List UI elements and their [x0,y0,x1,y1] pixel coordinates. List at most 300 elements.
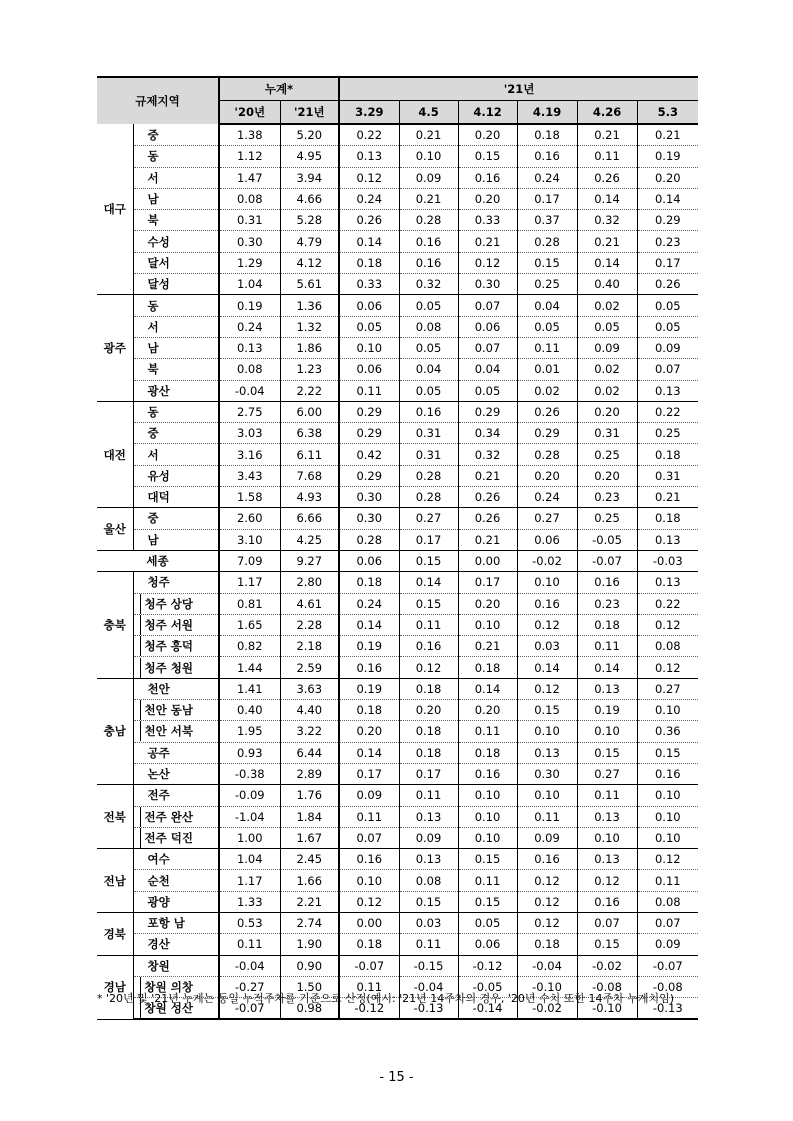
value-cell: 0.22 [637,593,698,614]
value-cell: 0.15 [399,550,458,571]
value-cell: 0.15 [517,700,577,721]
value-cell: 0.19 [637,146,698,167]
table-row [97,593,698,614]
district-label [133,700,219,721]
value-cell: 0.16 [399,401,458,422]
value-cell: 0.26 [339,210,399,231]
value-cell: 0.19 [339,636,399,657]
value-cell: 0.10 [458,806,517,827]
district-label: 광산 [133,380,219,401]
value-cell: -0.07 [339,955,399,976]
value-cell: 0.19 [219,295,280,316]
district-label: 전주 [133,785,219,806]
value-cell: 9.27 [280,550,339,571]
value-cell: -0.14 [458,998,517,1020]
value-cell: 0.05 [399,337,458,358]
district-name: 청주 흥덕 [140,636,193,656]
value-cell: 2.74 [280,912,339,933]
value-cell: 0.28 [339,529,399,550]
region-label: 전북 [97,785,133,849]
value-cell: 4.40 [280,700,339,721]
value-cell: 0.31 [637,465,698,486]
value-cell: -0.10 [577,998,637,1020]
value-cell: 0.26 [577,167,637,188]
value-cell: 0.20 [517,465,577,486]
value-cell: 0.05 [339,316,399,337]
value-cell: 0.24 [339,188,399,209]
table-row [97,487,698,508]
value-cell: 0.11 [458,721,517,742]
value-cell: 0.10 [637,806,698,827]
district-name: 창원 성산 [140,998,193,1018]
value-cell: 4.66 [280,188,339,209]
value-cell: -0.08 [637,976,698,997]
value-cell: 0.18 [577,614,637,635]
value-cell: 0.29 [458,401,517,422]
district-label: 창원 [133,955,219,976]
table-row [97,955,698,976]
value-cell: 0.42 [339,444,399,465]
value-cell: 0.13 [219,337,280,358]
table-row [97,188,698,209]
district-label: 남 [133,529,219,550]
value-cell: 0.12 [458,252,517,273]
value-cell: 0.16 [399,252,458,273]
value-cell: -0.12 [339,998,399,1020]
region-label: 대전 [97,401,133,507]
table-row [97,231,698,252]
value-cell: -0.38 [219,763,280,784]
value-cell: -0.04 [219,955,280,976]
value-cell: -0.04 [517,955,577,976]
value-cell: 1.84 [280,806,339,827]
value-cell: -0.05 [458,976,517,997]
value-cell: 0.15 [399,593,458,614]
value-cell: 0.06 [458,316,517,337]
value-cell: 0.31 [399,444,458,465]
value-cell: 0.07 [458,295,517,316]
value-cell: 0.12 [577,870,637,891]
value-cell: 0.12 [339,167,399,188]
value-cell: 0.11 [399,785,458,806]
value-cell: 0.17 [517,188,577,209]
value-cell: 0.36 [637,721,698,742]
value-cell: 0.40 [219,700,280,721]
value-cell: 0.05 [399,295,458,316]
value-cell: 0.10 [517,721,577,742]
table-row [97,678,698,699]
district-label: 북 [133,210,219,231]
table-row [97,827,698,848]
district-label [133,721,219,742]
value-cell: 0.29 [339,401,399,422]
value-cell: -0.07 [577,550,637,571]
value-cell: 3.43 [219,465,280,486]
table-row [97,167,698,188]
value-cell: 0.21 [577,231,637,252]
district-label: 동 [133,401,219,422]
value-cell: 0.22 [339,124,399,146]
value-cell: 1.36 [280,295,339,316]
value-cell: -0.02 [517,998,577,1020]
value-cell: 0.18 [637,444,698,465]
table-row [97,763,698,784]
value-cell: 0.05 [637,295,698,316]
column-header: 4.26 [577,101,637,125]
value-cell: 0.06 [458,934,517,955]
value-cell: 1.12 [219,146,280,167]
value-cell: 0.02 [577,359,637,380]
page-number: - 15 - [379,1070,414,1085]
value-cell: 0.28 [517,231,577,252]
district-label: 천안 [133,678,219,699]
value-cell: 0.90 [280,955,339,976]
value-cell: 0.08 [637,891,698,912]
value-cell: 2.21 [280,891,339,912]
district-label: 달성 [133,274,219,295]
value-cell: 0.16 [399,636,458,657]
table-row [97,252,698,273]
value-cell: 0.21 [577,124,637,146]
value-cell: 0.10 [637,785,698,806]
value-cell: 0.14 [339,231,399,252]
value-cell: 0.01 [517,359,577,380]
district-label: 서 [133,444,219,465]
region-label: 세종 [97,550,219,571]
value-cell: 0.17 [399,763,458,784]
value-cell: -0.03 [637,550,698,571]
value-cell: 0.05 [517,316,577,337]
value-cell: 0.32 [577,210,637,231]
value-cell: 0.21 [399,124,458,146]
value-cell: 4.79 [280,231,339,252]
value-cell: 1.67 [280,827,339,848]
value-cell: 0.31 [399,423,458,444]
value-cell: 0.09 [637,337,698,358]
value-cell: 0.13 [517,742,577,763]
value-cell: -0.07 [219,998,280,1020]
value-cell: 0.29 [339,423,399,444]
district-label: 서 [133,167,219,188]
value-cell: -0.02 [577,955,637,976]
district-label: 남 [133,188,219,209]
value-cell: 0.23 [577,487,637,508]
value-cell: 0.08 [637,636,698,657]
value-cell: 0.30 [517,763,577,784]
value-cell: 0.25 [517,274,577,295]
value-cell: 0.33 [339,274,399,295]
value-cell: 0.18 [637,508,698,529]
value-cell: 1.95 [219,721,280,742]
value-cell: 1.41 [219,678,280,699]
value-cell: 0.13 [339,146,399,167]
value-cell: 0.10 [339,337,399,358]
value-cell: 0.10 [458,614,517,635]
value-cell: 4.61 [280,593,339,614]
district-label [133,593,219,614]
value-cell: 0.05 [399,380,458,401]
district-label: 서 [133,316,219,337]
value-cell: 0.13 [577,806,637,827]
value-cell: 0.11 [458,870,517,891]
value-cell: 0.17 [458,572,517,593]
value-cell: 0.14 [517,657,577,678]
value-cell: -0.07 [637,955,698,976]
value-cell: 0.10 [339,870,399,891]
value-cell: 0.04 [399,359,458,380]
value-cell: 1.50 [280,976,339,997]
value-cell: 0.25 [637,423,698,444]
table-row [97,210,698,231]
table-row [97,359,698,380]
value-cell: 2.22 [280,380,339,401]
value-cell: 0.18 [458,742,517,763]
value-cell: 2.45 [280,849,339,870]
value-cell: 6.66 [280,508,339,529]
value-cell: 0.18 [399,678,458,699]
value-cell: 0.13 [637,380,698,401]
value-cell: 6.44 [280,742,339,763]
value-cell: 1.65 [219,614,280,635]
table-row [97,849,698,870]
column-header: '21년 [280,101,339,125]
value-cell: 0.07 [339,827,399,848]
value-cell: 0.14 [339,742,399,763]
column-header: 4.5 [399,101,458,125]
region-label: 경북 [97,912,133,955]
value-cell: 0.25 [577,508,637,529]
value-cell: 0.04 [458,359,517,380]
value-cell: 1.90 [280,934,339,955]
district-label: 달서 [133,252,219,273]
value-cell: 0.27 [399,508,458,529]
value-cell: 0.16 [458,763,517,784]
value-cell: 0.27 [637,678,698,699]
value-cell: 0.15 [637,742,698,763]
value-cell: 7.09 [219,550,280,571]
value-cell: 1.17 [219,572,280,593]
value-cell: 0.33 [458,210,517,231]
table-row [97,465,698,486]
value-cell: 0.15 [577,742,637,763]
value-cell: 0.06 [339,550,399,571]
value-cell: 4.93 [280,487,339,508]
value-cell: 0.15 [458,849,517,870]
value-cell: 0.28 [399,210,458,231]
value-cell: 0.16 [517,849,577,870]
value-cell: 0.21 [637,487,698,508]
value-cell: 0.30 [458,274,517,295]
value-cell: 1.00 [219,827,280,848]
district-label: 동 [133,146,219,167]
value-cell: 0.30 [339,487,399,508]
value-cell: 4.25 [280,529,339,550]
value-cell: 0.22 [637,401,698,422]
table-row [97,508,698,529]
value-cell: 0.12 [517,614,577,635]
value-cell: 0.26 [517,401,577,422]
value-cell: 1.23 [280,359,339,380]
value-cell: 0.11 [339,806,399,827]
value-cell: 0.15 [458,891,517,912]
value-cell: 0.14 [637,188,698,209]
value-cell: 0.16 [458,167,517,188]
district-name: 청주 상당 [140,594,193,614]
value-cell: 0.53 [219,912,280,933]
region-label: 충남 [97,678,133,784]
value-cell: 0.19 [577,700,637,721]
value-cell: 0.09 [637,934,698,955]
value-cell: 0.13 [577,849,637,870]
table-row [97,785,698,806]
value-cell: 0.31 [577,423,637,444]
district-label: 포항 남 [133,912,219,933]
value-cell: 1.17 [219,870,280,891]
value-cell: 0.20 [458,593,517,614]
district-label: 순천 [133,870,219,891]
value-cell: 1.04 [219,849,280,870]
value-cell: 0.26 [458,508,517,529]
value-cell: 0.20 [339,721,399,742]
table-row [97,806,698,827]
value-cell: 0.07 [458,337,517,358]
value-cell: 0.24 [517,487,577,508]
value-cell: 0.21 [458,465,517,486]
value-cell: 0.11 [577,785,637,806]
value-cell: 0.15 [577,934,637,955]
value-cell: 0.20 [399,700,458,721]
region-label: 전남 [97,849,133,913]
value-cell: 3.16 [219,444,280,465]
value-cell: 0.16 [577,572,637,593]
table-row [97,614,698,635]
value-cell: 6.38 [280,423,339,444]
value-cell: 0.10 [517,785,577,806]
value-cell: 0.18 [517,124,577,146]
value-cell: 0.18 [339,934,399,955]
table-row [97,742,698,763]
table-row [97,891,698,912]
value-cell: 3.22 [280,721,339,742]
region-label: 광주 [97,295,133,401]
value-cell: 0.02 [577,295,637,316]
table-row [97,700,698,721]
price-change-table [97,76,698,1020]
value-cell: 0.23 [577,593,637,614]
value-cell: 0.13 [637,572,698,593]
district-name: 청주 서원 [140,615,193,635]
value-cell: 0.20 [458,124,517,146]
district-label: 청주 [133,572,219,593]
district-name: 천안 서북 [140,721,193,741]
district-label: 경산 [133,934,219,955]
value-cell: 0.15 [399,891,458,912]
district-label [133,827,219,848]
value-cell: 0.03 [399,912,458,933]
table-row [97,572,698,593]
value-cell: -0.15 [399,955,458,976]
value-cell: 0.24 [219,316,280,337]
value-cell: -0.13 [399,998,458,1020]
district-name: 청주 청원 [140,658,193,678]
value-cell: 7.68 [280,465,339,486]
value-cell: 2.60 [219,508,280,529]
value-cell: -0.09 [219,785,280,806]
table-row [97,274,698,295]
column-header: 4.19 [517,101,577,125]
value-cell: 1.29 [219,252,280,273]
value-cell: 0.30 [219,231,280,252]
value-cell: 0.08 [399,316,458,337]
column-header: 5.3 [637,101,698,125]
value-cell: 0.12 [517,912,577,933]
value-cell: 0.10 [637,827,698,848]
value-cell: 0.07 [637,359,698,380]
value-cell: 0.20 [577,465,637,486]
value-cell: -0.02 [517,550,577,571]
footnote: * '20년 및 '21년 누계는 동일 누적주차를 기준으로 산정(예시: '21년 14주차의 경우, '20년 수치 또한 14주차 누계치임) [97,992,675,1005]
district-name: 전주 덕진 [140,828,193,848]
value-cell: 0.28 [517,444,577,465]
table-row [97,423,698,444]
value-cell: 2.28 [280,614,339,635]
value-cell: 0.12 [517,678,577,699]
value-cell: 0.05 [458,380,517,401]
value-cell: 1.38 [219,124,280,146]
value-cell: 0.00 [458,550,517,571]
region-label: 울산 [97,508,133,551]
region-label: 충북 [97,572,133,678]
value-cell: 0.09 [399,827,458,848]
value-cell: 0.09 [517,827,577,848]
value-cell: 0.09 [577,337,637,358]
value-cell: 0.11 [517,806,577,827]
value-cell: 0.18 [339,572,399,593]
value-cell: 0.18 [339,700,399,721]
value-cell: 2.75 [219,401,280,422]
table-row [97,146,698,167]
district-label: 동 [133,295,219,316]
value-cell: 3.94 [280,167,339,188]
value-cell: -0.10 [517,976,577,997]
value-cell: 0.09 [399,167,458,188]
value-cell: 0.31 [219,210,280,231]
value-cell: 5.20 [280,124,339,146]
district-label: 유성 [133,465,219,486]
value-cell: 0.25 [577,444,637,465]
value-cell: 1.04 [219,274,280,295]
region-label: 경남 [97,955,133,1019]
value-cell: 0.10 [637,700,698,721]
value-cell: 0.29 [517,423,577,444]
value-cell: 0.16 [339,849,399,870]
table-row [97,657,698,678]
value-cell: 0.11 [399,614,458,635]
value-cell: 2.18 [280,636,339,657]
value-cell: 0.93 [219,742,280,763]
district-name: 전주 완산 [140,807,193,827]
value-cell: 0.02 [577,380,637,401]
value-cell: 0.17 [339,763,399,784]
column-header: 3.29 [339,101,399,125]
table-row [97,401,698,422]
table-row [97,444,698,465]
value-cell: 1.44 [219,657,280,678]
value-cell: 0.04 [517,295,577,316]
table-row [97,934,698,955]
district-label: 북 [133,359,219,380]
value-cell: 0.03 [517,636,577,657]
